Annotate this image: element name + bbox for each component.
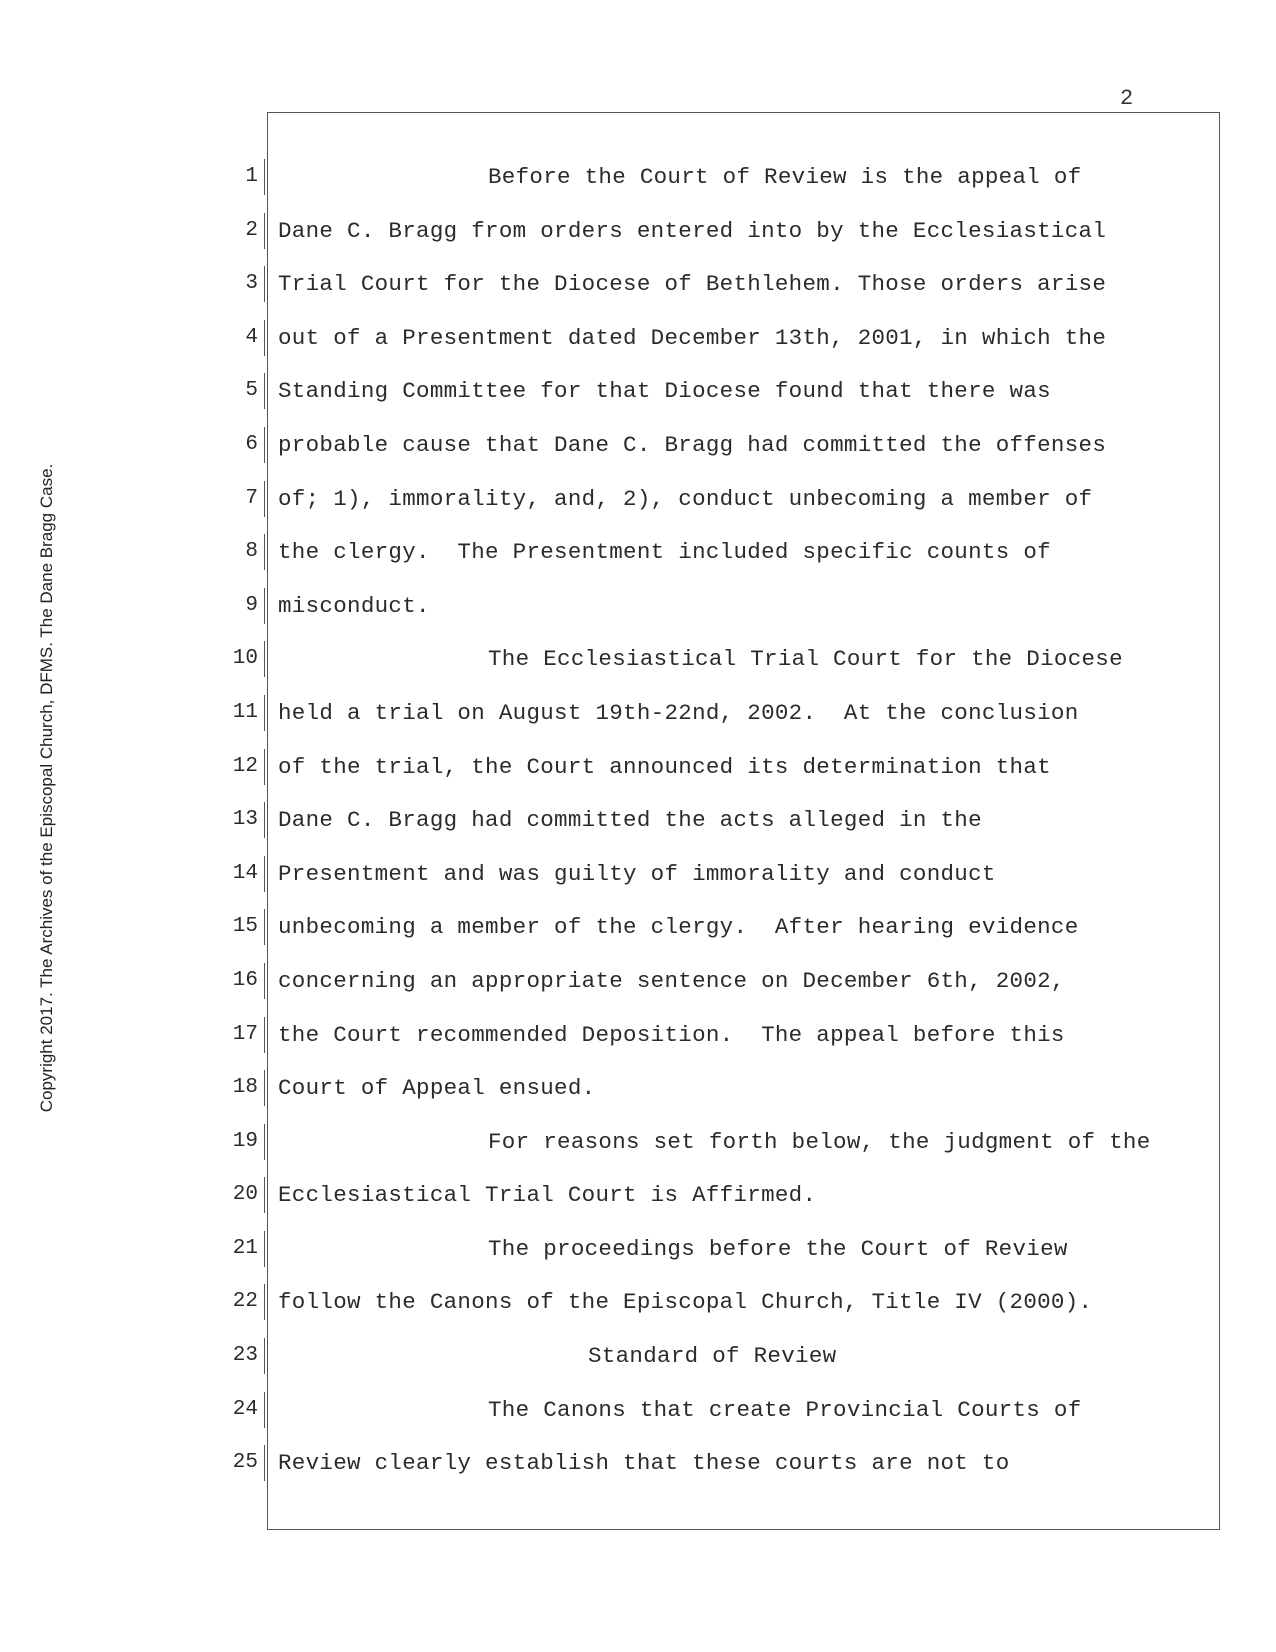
- line-number: 20: [215, 1177, 265, 1213]
- text-line: Review clearly establish that these courts are not to: [278, 1450, 1010, 1477]
- line-number: 10: [215, 641, 265, 677]
- line-number: 23: [215, 1338, 265, 1374]
- line-number: 7: [215, 481, 265, 517]
- text-line: The proceedings before the Court of Review: [488, 1235, 1068, 1262]
- line-number: 3: [215, 266, 265, 302]
- line-number: 22: [215, 1284, 265, 1320]
- page-number: 2: [1120, 86, 1134, 111]
- text-line: concerning an appropriate sentence on December 6th, 2002,: [278, 967, 1065, 994]
- line-number: 5: [215, 373, 265, 409]
- text-line: The Ecclesiastical Trial Court for the Diocese: [488, 646, 1123, 673]
- line-number: 21: [215, 1231, 265, 1267]
- line-number: 25: [215, 1445, 265, 1481]
- text-line: The Canons that create Provincial Courts of: [488, 1396, 1082, 1423]
- document-body: [278, 159, 1198, 1499]
- line-number: 24: [215, 1392, 265, 1428]
- text-line: Before the Court of Review is the appeal of: [488, 164, 1082, 190]
- line-number: 16: [215, 963, 265, 999]
- line-number: 6: [215, 427, 265, 463]
- text-line: held a trial on August 19th-22nd, 2002. At the conclusion: [278, 699, 1079, 726]
- text-line: follow the Canons of the Episcopal Church, Title IV (2000).: [278, 1289, 1093, 1316]
- text-line: of the trial, the Court announced its determination that: [278, 753, 1051, 780]
- text-line: Dane C. Bragg had committed the acts alleged in the: [278, 807, 982, 834]
- text-line: of; 1), immorality, and, 2), conduct unbecoming a member of: [278, 485, 1093, 512]
- text-line: Presentment and was guilty of immorality and conduct: [278, 860, 996, 887]
- line-number: 11: [215, 695, 265, 731]
- text-line: Dane C. Bragg from orders entered into by the Ecclesiastical: [278, 217, 1107, 244]
- line-number: 13: [215, 802, 265, 838]
- text-line: out of a Presentment dated December 13th, 2001, in which the: [278, 324, 1107, 351]
- line-number: 4: [215, 320, 265, 356]
- text-line: Court of Appeal ensued.: [278, 1075, 596, 1102]
- text-line: probable cause that Dane C. Bragg had committed the offenses: [278, 431, 1107, 458]
- text-line: the clergy. The Presentment included specific counts of: [278, 539, 1051, 566]
- line-number: 12: [215, 749, 265, 785]
- line-number: 9: [215, 588, 265, 624]
- line-number: 18: [215, 1070, 265, 1106]
- line-number: 8: [215, 534, 265, 570]
- line-number: 14: [215, 856, 265, 892]
- line-number: 17: [215, 1017, 265, 1053]
- text-line: Ecclesiastical Trial Court is Affirmed.: [278, 1182, 817, 1209]
- line-number: 15: [215, 909, 265, 945]
- text-line: Trial Court for the Diocese of Bethlehem. Those orders arise: [278, 271, 1107, 298]
- text-line: For reasons set forth below, the judgment of the: [488, 1128, 1151, 1155]
- section-heading: Standard of Review: [588, 1343, 837, 1370]
- text-line: Standing Committee for that Diocese found that there was: [278, 378, 1051, 405]
- text-line: unbecoming a member of the clergy. After hearing evidence: [278, 914, 1079, 941]
- line-number: 2: [215, 213, 265, 249]
- copyright-notice: Copyright 2017. The Archives of the Episcopal Church, DFMS. The Dane Bragg Case.: [37, 463, 56, 1113]
- line-number: 19: [215, 1124, 265, 1160]
- line-number: 1: [215, 159, 265, 195]
- text-line: the Court recommended Deposition. The appeal before this: [278, 1021, 1065, 1048]
- line-numbers: [215, 159, 265, 1499]
- text-line: misconduct.: [278, 592, 430, 619]
